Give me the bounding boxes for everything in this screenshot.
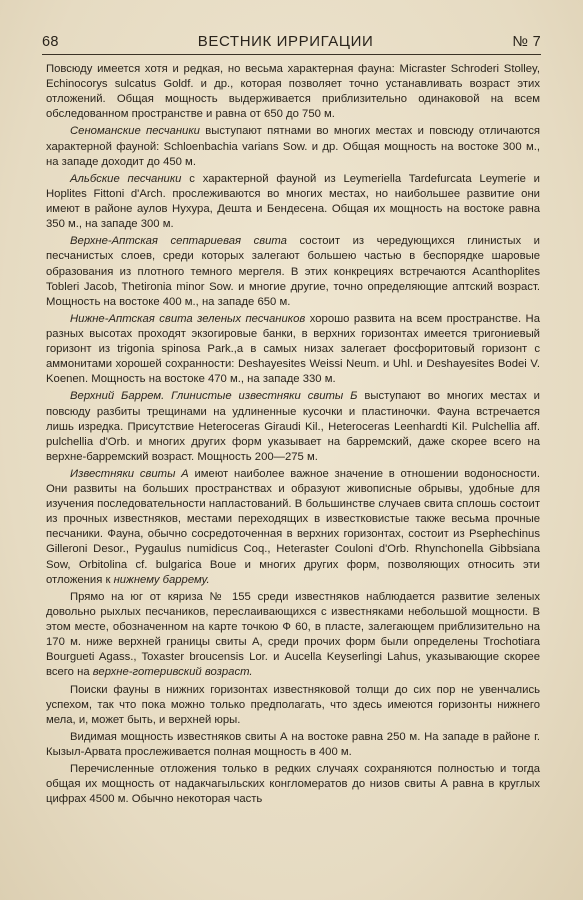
paragraph: Повсюду имеется хотя и редкая, но весьма характерная фауна: Micraster Schroderi Stolley, Echinocorys sulcatus Goldf. и др., которая позволяет точно устанавливать возраст этих отложений. Общая мощность выдерживается приблизительно одинаковой на всем обследованном пространстве и равна от 650 до 750 м. <box>46 63 540 121</box>
section-heading: Верхне-Аптская септариевая свита <box>70 235 287 248</box>
paragraph: Верхний Баррем. Глинистые известняки свиты Б выступают во многих местах и повсюду разбиты трещинами на удлиненные кусочки и пластиночки. Фауна встречается лишь изредка. Присутствие Heteroceras Giraudi Kil., Heteroceras Leenhardti Kil. Pulchellia aff. pulchellia d'Orb. и многих других форм указывает на барремский, даже скорее всего на верхне-барремский возраст. Мощность 200—275 м. <box>46 390 540 463</box>
paragraph: Известняки свиты А имеют наиболее важное значение в отношении водоносности. Они развиты на больших пространствах и образуют живописные обрывы, удобные для изучения последовательности напластований. В большинстве случаев свита сплошь состоит из прочных известняков, местами переходящих в известковистые также весьма прочные песчаники. Фауна, обычно сосредоточенная в верхних горизонтах, состоит из Psephechinus Gilleroni Desor., Pygaulus numidicus Coq., Heteraster Couloni d'Orb. Rhynchonella Gibbsiana Sow, Orbitolina cf. bulgarica Boue и многих других форм, позволяющих относить эти отложения к нижнему баррему. <box>46 468 540 586</box>
page-header <box>42 26 541 55</box>
section-heading: Нижне-Аптская свита зеленых песчаников <box>70 312 306 325</box>
paragraph: Сеноманские песчаники выступают пятнами во многих местах и повсюду отличаются характерной фауной: Schloenbachia varians Sow. и др. Общая мощность на востоке 300 м., на западе доходит до 450 м. <box>46 125 540 168</box>
page-number: 68 <box>42 34 59 50</box>
section-heading: Известняки свиты А <box>70 468 189 480</box>
paragraph: Прямо на юг от кяриза № 155 среди известняков наблюдается развитие зеленых довольно рыхлых песчаников, переслаивающихся с известняками небольшой мощности. В этом месте, обозначенном на карте точкою Ф 60, в пласте, залегающем приблизительно на 170 м. ниже верхней границы свиты А, среди прочих форм были определены Trochotiara Bourgueti Agass., Toxaster broucensis Lor. и Aucella Keyserlingi Lahus, указывающие скорее всего на верхне-готеривский возраст. <box>46 590 540 679</box>
issue-number: № 7 <box>512 34 541 50</box>
section-heading: Сеноманские песчаники <box>70 125 200 138</box>
paragraph: Поиски фауны в нижних горизонтах известняковой толщи до сих пор не увенчались успехом, так что пока можно только предполагать, что здесь имеются горизонты нижнего мела, и, может быть, и верхней юры. <box>46 683 540 726</box>
paragraph: Нижне-Аптская свита зеленых песчаников хорошо развита на всем пространстве. На разных высотах проходят экзогировые банки, в верхних горизонтах имеется тригониевый горизонт из trigonia spinosa Park.,а в самых низах залегает фосфоритовый горизонт с аммонитами хорошей сохранности: Deshayesites Weissi Neum. и Uhl. и Deshayesites Bodei V. Koenen. Мощность на востоке 470 м., на западе 330 м. <box>46 312 540 386</box>
emphasis: верхне-готеривский возраст. <box>92 666 253 679</box>
journal-title: ВЕСТНИК ИРРИГАЦИИ <box>197 33 374 50</box>
section-heading: Верхний Баррем. Глинистые известняки свиты Б <box>70 390 358 403</box>
paragraph: Альбские песчаники с характерной фауной из Leymeriella Tardefurcata Leymerie и Hoplites Fittoni d'Arch. прослеживаются во многих местах, но наибольшее развитие они имеют в районе аулов Нухура, Дешта и Бендесена. Общая их мощность на востоке равна 350 м., на западе 300 м. <box>46 172 540 231</box>
emphasis: нижнему баррему. <box>113 573 210 586</box>
paragraph: Верхне-Аптская септариевая свита состоит из чередующихся глинистых и песчанистых слоев, среди которых залегают большею частью в беспорядке шаровые образования из плотного темного мергеля. В этих конкрециях встречаются Acanthoplites Tobleri Jacob, Thetironia minor Sow. и многие другие, точно определяющие аптский возраст. Мощность на востоке 400 м., на западе 650 м. <box>46 235 540 308</box>
section-heading: Альбские песчаники <box>70 172 182 185</box>
article-body <box>46 62 540 810</box>
paragraph: Видимая мощность известняков свиты А на востоке равна 250 м. На западе в районе г. Кызыл-Арвата прослеживается полная мощность в 400 м. <box>46 730 540 758</box>
paragraph: Перечисленные отложения только в редких случаях сохраняются полностью и тогда общая их мощность от надакчагыльских конгломератов до низов свиты А равна в круглых цифрах 4500 м. Обычно некоторая часть <box>46 763 540 806</box>
